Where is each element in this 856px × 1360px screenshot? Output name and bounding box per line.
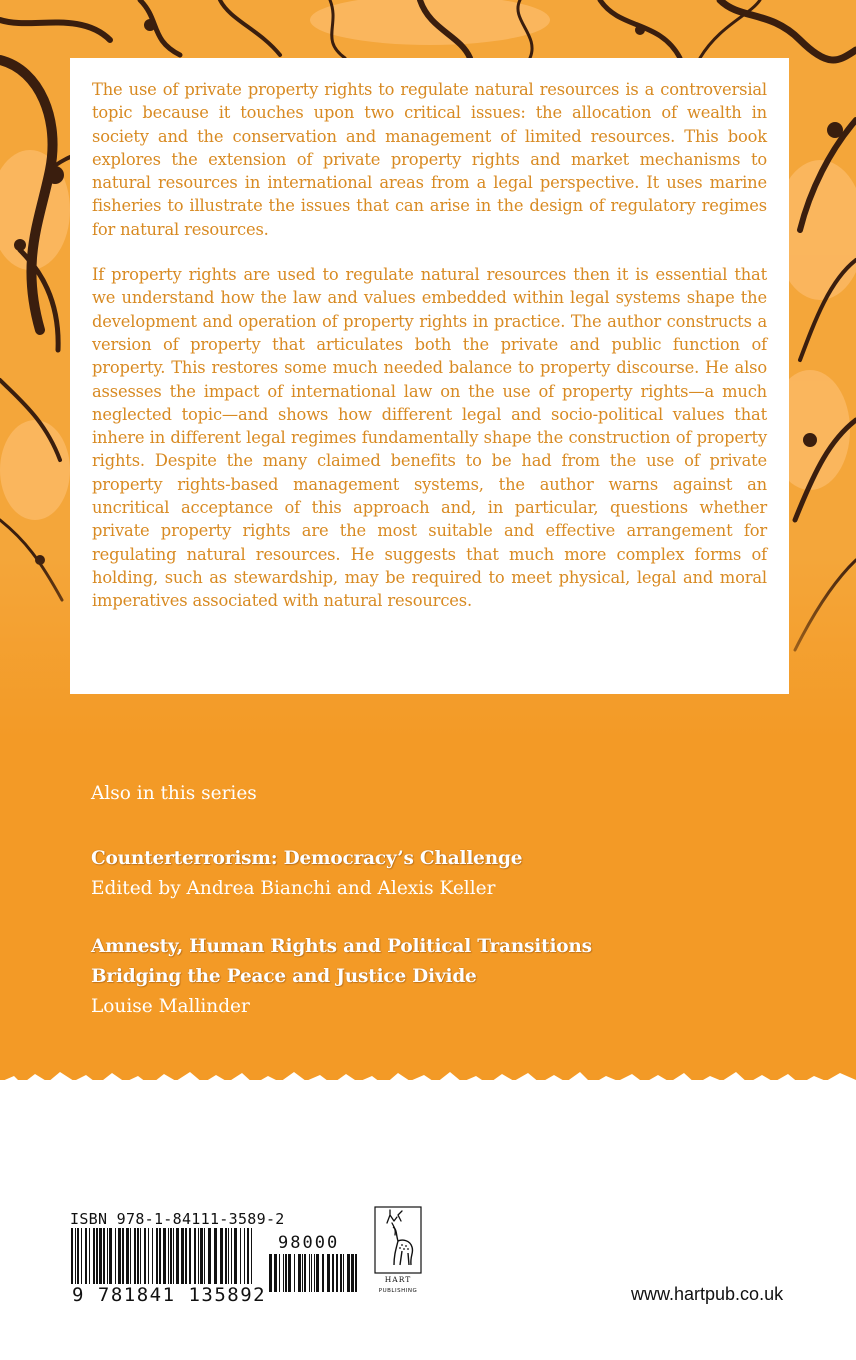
publisher-website: www.hartpub.co.uk — [631, 1284, 784, 1304]
isbn-label: ISBN 978-1-84111-3589-2 — [70, 1210, 285, 1228]
blurb-paragraph-1: The use of private property rights to regulate natural resources is a controversial topic because it touches upon two critical issues: the allocation of wealth in society and the conservation and management of limited resources. This book explores the extension of private property rights and market mechanisms to natural resources in international areas from a legal perspective. It uses marine fisheries to illustrate the issues that can arise in the design of regulatory regimes for natural resources. — [92, 80, 767, 239]
series-section — [91, 780, 791, 1022]
series-book-1-author: Edited by Andrea Bianchi and Alexis Keller — [91, 878, 496, 899]
price-code: 98000 — [278, 1233, 340, 1253]
price-barcode — [268, 1254, 358, 1302]
logo-subtext: PUBLISHING — [378, 1288, 418, 1294]
series-book-1-title: Counterterrorism: Democracy’s Challenge — [91, 848, 523, 869]
series-book-2-subtitle: Bridging the Peace and Justice Divide — [91, 966, 477, 987]
series-book-2-title: Amnesty, Human Rights and Political Transitions — [91, 936, 592, 957]
stag-logo-icon — [372, 1205, 424, 1275]
ean-digits: 9 781841 135892 — [72, 1284, 267, 1306]
series-book-2-author: Louise Mallinder — [91, 996, 250, 1017]
blurb-box — [70, 58, 789, 694]
series-heading: Also in this series — [91, 783, 257, 804]
logo-name: HART — [384, 1275, 412, 1284]
blurb-paragraph-2: If property rights are used to regulate natural resources then it is essential that we understand how the law and values embedded within legal systems shape the development and operation of property rights in practice. The author constructs a version of property that articulates both the private and public function of property. This restores some much needed balance to property discourse. He also assesses the impact of international law on the use of property rights—a much neglected topic—and shows how different legal and socio-political values that inhere in different legal regimes fundamentally shape the construction of property rights. Despite the many claimed benefits to be had from the use of private property rights-based management systems, the author warns against an uncritical acceptance of this approach and, in particular, questions whether private property rights are the most suitable and effective arrangement for regulating natural resources. He suggests that much more complex forms of holding, such as stewardship, may be required to meet physical, legal and moral imperatives associated with natural resources. — [92, 265, 767, 611]
publisher-logo — [372, 1205, 424, 1303]
torn-paper-edge — [0, 1060, 856, 1100]
